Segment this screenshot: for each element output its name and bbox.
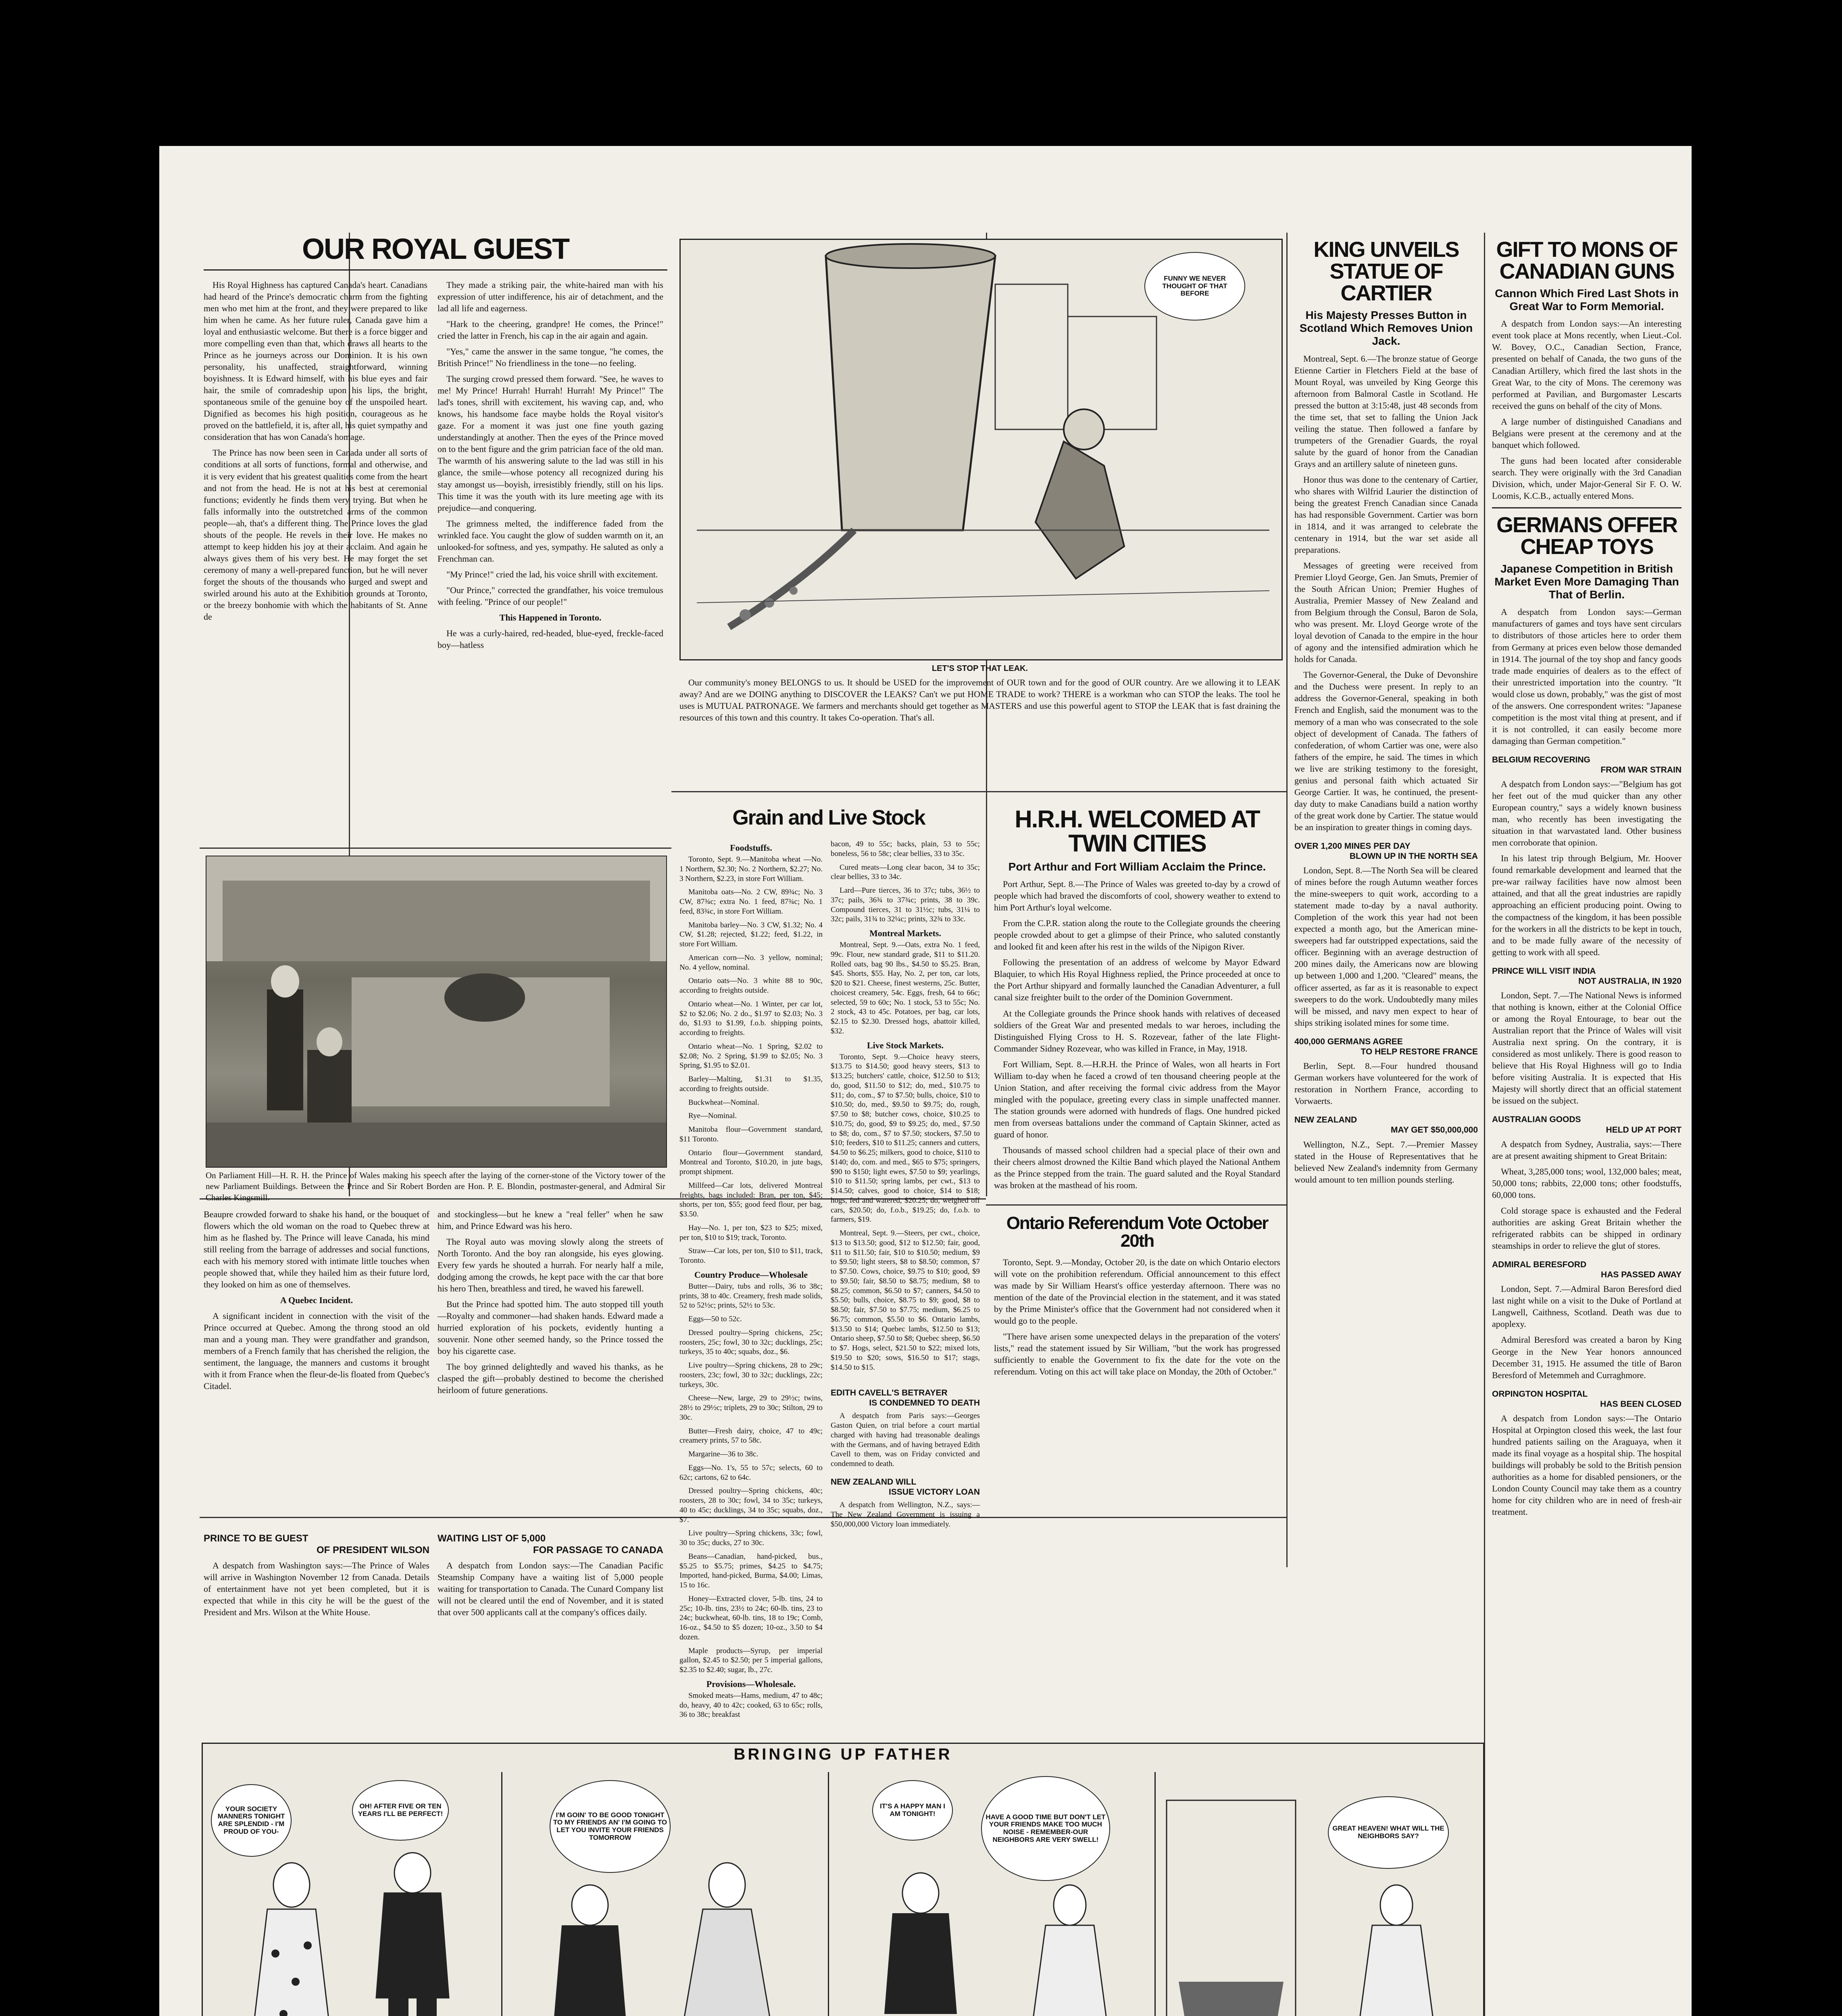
- market-entry: bacon, 49 to 55c; backs, plain, 53 to 55c; boneless, 56 to 58c; clear bellies, 33 to 35c.: [831, 840, 980, 858]
- comic-panel-2: [501, 1772, 829, 2016]
- paragraph: His Royal Highness has captured Canada's heart. Canadians had heard of the Prince's democratic charm from the fighting men who met him at the front, and they were prepared to like him when he came. As her future ruler, Canada gave him a loyal and enthusiastic welcome. But there is a force bigger and more compelling even than that, which draws all hearts to the Prince as he journeys across our Dominion. It is his own personality, his unaffected, straightforward, winning boyishness. It is Edward himself, with his blue eyes and fair hair, the smile of comradeship upon his lips, the bright, spontaneous smile of the genuine boy of the unspoiled heart. Dignified as becomes his high position, courageous as he proved on the battlefield, it is, after all, his quiet sympathy and consideration that has won Canada's homage.: [204, 280, 427, 442]
- belgium-headline: [1492, 755, 1682, 775]
- nz-loan-headline: [831, 1477, 980, 1497]
- market-entry: Millfeed—Car lots, delivered Montreal freights, bags included: Bran, per ton, $45; shorts, per ton, $55; good feed flour, per bag, $3.50.: [679, 1181, 823, 1218]
- paragraph: A despatch from Paris says:—Georges Gaston Quien, on trial before a court martial charged with having had treasonable dealings with the Germans, and of having betrayed Edith Cavell to them, was on Friday convicted and condemned to death.: [831, 1412, 980, 1468]
- column-rule: [1286, 233, 1288, 1567]
- paragraph: A despatch from London says:—An interesting event took place at Mons recently, when Lieut.-Col. W. Bovey, O.C., Canadian Section, France, presented on behalf of Canada, the two guns of the Canadian Artillery, which fired the last shots in the Great War, to the city of Mons. The ceremony was performed at Pavilian, and Burgomaster Lescarts received the guns on behalf of the city of Mons.: [1492, 319, 1682, 411]
- comic-strip: [202, 1743, 1484, 2016]
- market-entry: Toronto, Sept. 9.—Choice heavy steers, $13.75 to $14.50; good heavy steers, $13 to $13.25; butchers' cattle, choice, $12.50 to $13; do, good, $11.50 to $12; do, med., $10.75 to $11; do, com., $7 to $7.50; bulls, choice, $10 to $10.50; do, med., $9.50 to $9.75; do, rough, $7.50 to $8; butcher cows, choice, $10.25 to $10.75; do, good, $9 to $9.25; do, med., $7.50 to $8; do, com., $7 to $7.50; stockers, $7.50 to $10; feeders, $10 to $11.25; canners and cutters, $4.50 to $6.25; milkers, good to choice, $110 to $140; do, com. and med., $65 to $75; springers, $90 to $150; light ewes, $7.50 to $9; yearlings, $10 to $11.50; spring lambs, per cwt., $13 to $14.50; calves, good to choice, $14 to $18; hogs, fed and watered, $20.25; do, weighed off cars, $20.50; do, f.o.b., $19.25; do, f.o.b. to farmers, $19.: [831, 1052, 980, 1224]
- royal-guest-col-1: [204, 279, 427, 627]
- paragraph: Following the presentation of an address of welcome by Mayor Edward Blaquier, to which His Royal Highness replied, the Prince proceeded at once to the Port Arthur shipyard and formally launched the Canadian Adventurer, a full canal size freighter built to the order of the Dominion Government.: [994, 957, 1280, 1003]
- headline-line: BELGIUM RECOVERING: [1492, 755, 1590, 764]
- cartier-article: [1294, 239, 1478, 1189]
- cartoon-title: LET'S STOP THAT LEAK.: [931, 664, 1028, 673]
- paragraph: A despatch from London says:—The Ontario Hospital at Orpington closed this week, the last four hundred patients sailing on the Araguaya, when it made its final voyage as a hospital ship. The hospital buildings will probably be sold to the British pension authorities as a home for disabled pensioners, or the London County Council may take them as a country home for city children who are in need of fresh-air treatment.: [1492, 1413, 1682, 1517]
- paragraph: The boy grinned delightedly and waved his thanks, as he clasped the gift—probably destined to become the cherished heirloom of future generations.: [438, 1362, 663, 1395]
- comic-title: BRINGING UP FATHER: [733, 1745, 952, 1763]
- market-entry: Manitoba barley—No. 3 CW, $1.32; No. 4 CW, $1.28; rejected, $1.22; feed, $1.22, in store Fort William.: [679, 921, 823, 948]
- paragraph: Wheat, 3,285,000 tons; wool, 132,000 bales; meat, 50,000 tons; rabbits, 22,000 tons; other foodstuffs, 60,000 tons.: [1492, 1166, 1682, 1200]
- paragraph: A large number of distinguished Canadians and Belgians were present at the ceremony and at the banquet which followed.: [1492, 416, 1682, 450]
- comic-balloon: I'M GOIN' TO BE GOOD TONIGHT TO MY FRIENDS AN' I'M GOING TO LET YOU INVITE YOUR FRIENDS TOMORROW: [550, 1780, 671, 1873]
- subhead: A Quebec Incident.: [280, 1295, 353, 1306]
- headline-line: MAY GET $50,000,000: [1391, 1125, 1478, 1135]
- toys-subhead: Japanese Competition in British Market Even More Damaging Than That of Berlin.: [1494, 562, 1679, 601]
- comic-balloon: HAVE A GOOD TIME BUT DON'T LET YOUR FRIENDS MAKE TOO MUCH NOISE - REMEMBER-OUR NEIGHBORS ARE VERY SWELL!: [981, 1776, 1110, 1881]
- nz-indemnity-headline: [1294, 1115, 1478, 1135]
- paragraph: The Governor-General, the Duke of Devonshire and the Duchess were present. In reply to an address the Governor-General, speaking in both French and English, said the monument was to the memory of a man who was consecrated to the sole object of development of Canada. The fathers of confederation, of whom Cartier was one, were also fathers of the empire, he said. The times in which we live are striking testimony to the foresight, genius and personal faith which actuated Sir George Cartier. It was, he continued, the present-day duty to make Canadians build a nation worthy of the great work done by Cartier. The statue would be an inspiration to greater things in coming days.: [1294, 670, 1478, 832]
- paragraph: A despatch from Wellington, N.Z., says:—The New Zealand Government is issuing a $50,000,000 Victory loan immediately.: [831, 1501, 980, 1529]
- subhead: This Happened in Toronto.: [499, 612, 602, 623]
- headline-line: OF PRESIDENT WILSON: [316, 1544, 429, 1556]
- paragraph: He was a curly-haired, red-headed, blue-eyed, freckle-faced boy—hatless: [438, 628, 663, 650]
- headline-line: AUSTRALIAN GOODS: [1492, 1115, 1581, 1125]
- headline-line: ISSUE VICTORY LOAN: [889, 1487, 980, 1497]
- comic-panel-4: [1154, 1772, 1483, 2016]
- market-entry: Barley—Malting, $1.31 to $1.35, according to freights outside.: [679, 1075, 823, 1093]
- mines-headline: [1294, 841, 1478, 861]
- comic-figures: [501, 1772, 828, 2016]
- paragraph: "Hark to the cheering, grandpre! He comes, the Prince!" cried the latter in French, his cap in the air again and again.: [438, 319, 663, 341]
- headline-rule: [204, 269, 667, 271]
- paragraph: The grimness melted, the indifference faded from the wrinkled face. You caught the glow of sudden warmth on it, an unlooked-for softness, and yes, sympathy. He saluted as only a Frenchman can.: [438, 518, 663, 564]
- headline-line: IS CONDEMNED TO DEATH: [869, 1398, 980, 1408]
- mons-subhead: Cannon Which Fired Last Shots in Great War to Form Memorial.: [1495, 287, 1679, 313]
- market-entry: Dressed poultry—Spring chickens, 25c; roosters, 25c; fowl, 30 to 32c; ducklings, 25c; turkeys, 35 to 40c; squabs, doz., $6.: [679, 1328, 823, 1356]
- paragraph: Montreal, Sept. 6.—The bronze statue of George Etienne Cartier in Fletchers Field at the base of Mount Royal, was unveiled by King George this afternoon from Balmoral Castle in Scotland. He pressed the button at 3:15:48, just 48 seconds from the time set, that set to falling the Union Jack veiling the statue. Then followed a fanfare by trumpeters of the Grenadier Guards, the royal salute by the guard of honor from the Canadian Grays and an artillery salute of nineteen guns.: [1294, 353, 1478, 469]
- market-entry: Manitoba oats—No. 2 CW, 89¾c; No. 3 CW, 87¾c; extra No. 1 feed, 87¾c; No. 1 feed, 83¾c, in store Fort William.: [679, 888, 823, 916]
- market-entry: Montreal, Sept. 9.—Steers, per cwt., choice, $13 to $13.50; good, $12 to $12.50; fair, good, $11 to $11.50; fair, $10 to $10.50; medium, $9 to $9.50; light steers, $8 to $8.50; common, $7 to $7.50. Cows, choice, $9.75 to $10; good, $9 to $9.50; fair, $8.50 to $8.75; medium, $8 to $8.25; common, $6.50 to $7; canners, $4.50 to $5.50; bulls, choice, $8.75 to $9; good, $8 to $8.50; fair, $7.50 to $7.75; medium, $6.25 to $6.75; common, $5.50 to $6. Ontario lambs, $13.50 to $14; Quebec lambs, $12.50 to $13; Ontario sheep, $7.50 to $8; Quebec sheep, $6.50 to $7. Hogs, select, $21.50 to $22; mixed lots, $19.50 to $20; sows, $16.50 to $17; stags, $14.50 to $15.: [831, 1229, 980, 1372]
- headline-line: OVER 1,200 MINES PER DAY: [1294, 841, 1411, 851]
- paragraph: The Royal auto was moving slowly along the streets of North Toronto. And the boy ran alongside, his eyes glowing. Every few yards he shouted a hurrah. For nearly half a mile, dodging among the crowds, he kept pace with the car that bore his hero Then, breathless and tired, he waved his farewell.: [438, 1237, 663, 1294]
- grain-subhead: Live Stock Markets.: [867, 1040, 944, 1050]
- grain-subhead: Country Produce—Wholesale: [694, 1269, 808, 1280]
- market-entry: Cured meats—Long clear bacon, 34 to 35c; clear bellies, 33 to 34c.: [831, 863, 980, 881]
- paragraph: "There have arisen some unexpected delays in the preparation of the voters' lists," read the statement issued by Sir William, "but the work has progressed sufficiently to enable the Government to fix the date for the vote on the referendum. Voting on this act will take place on Monday, the 20th of October.": [994, 1331, 1280, 1377]
- section-rule: [986, 1204, 1286, 1206]
- paragraph: "Our Prince," corrected the grandfather, his voice tremulous with feeling. "Prince of our people!": [438, 585, 663, 607]
- comic-figures: [1154, 1772, 1483, 2016]
- comic-balloon: IT'S A HAPPY MAN I AM TONIGHT!: [872, 1780, 953, 1841]
- quebec-col-1: [204, 1208, 429, 1396]
- wilson-headline: [204, 1533, 429, 1556]
- india-headline: [1492, 966, 1682, 986]
- market-entry: Ontario flour—Government standard, Montreal and Toronto, $10.20, in jute bags, prompt shipment.: [679, 1148, 823, 1176]
- comic-balloon: GREAT HEAVEN! WHAT WILL THE NEIGHBORS SAY?: [1328, 1796, 1449, 1869]
- market-entry: Ontario wheat—No. 1 Spring, $2.02 to $2.08; No. 2 Spring, $1.99 to $2.05; No. 3 Spring, $1.95 to $2.01.: [679, 1042, 823, 1070]
- paragraph: In his latest trip through Belgium, Mr. Hoover found remarkable development and learned that the pre-war railway facilities have now almost been attained, and that all the great industries are rapidly approaching an efficient producing point. Owing to the compactness of the kingdom, it has been possible for the workers in all the districts to be kept in touch, and to be made fully aware of the necessity of getting to work with all speed.: [1492, 853, 1682, 957]
- cartoon-balloon: FUNNY WE NEVER THOUGHT OF THAT BEFORE: [1144, 252, 1245, 321]
- mons-headline: GIFT TO MONS OF CANADIAN GUNS: [1496, 237, 1677, 283]
- paragraph: Honor thus was done to the centenary of Cartier, who shares with Wilfrid Laurier the distinction of being the greatest French Canadian since Canada has had responsible Government. Cartier was born in 1814, and it was arranged to celebrate the centenary in 1914, but the war set aside all preparations.: [1294, 474, 1478, 555]
- market-entry: Hay—No. 1, per ton, $23 to $25; mixed, per ton, $10 to $19; track, Toronto.: [679, 1223, 823, 1242]
- paragraph: A despatch from Sydney, Australia, says:—There are at present awaiting shipment to Great Britain:: [1492, 1139, 1682, 1161]
- headline-line: WAITING LIST OF 5,000: [438, 1533, 546, 1544]
- grain-subhead: Provisions—Wholesale.: [706, 1679, 796, 1689]
- headline-line: HELD UP AT PORT: [1606, 1125, 1682, 1135]
- headline-line: ORPINGTON HOSPITAL: [1492, 1389, 1588, 1399]
- headline-line: ADMIRAL BERESFORD: [1492, 1260, 1587, 1269]
- market-entry: Straw—Car lots, per ton, $10 to $11, track, Toronto.: [679, 1247, 823, 1265]
- comic-balloon: OH! AFTER FIVE OR TEN YEARS I'LL BE PERFECT!: [352, 1780, 449, 1841]
- twin-cities-headline: H.R.H. WELCOMED AT TWIN CITIES: [1015, 806, 1260, 857]
- paragraph: Fort William, Sept. 8.—H.R.H. the Prince of Wales, won all hearts in Fort William to-day when he faced a crowd of ten thousand cheering people at the Union Station, and after receiving the formal civic address from the Mayor mingled with the populace, greeting every class in simple unaffected manner. The station grounds were adorned with hundreds of flags. One hundred picked men from overseas battalions under the command of Captain Skinner, acted as guard of honor.: [994, 1059, 1280, 1139]
- grain-headline: Grain and Live Stock: [732, 806, 925, 829]
- headline-line: HAS PASSED AWAY: [1601, 1270, 1682, 1280]
- headline-line: BLOWN UP IN THE NORTH SEA: [1349, 852, 1478, 861]
- paragraph: Port Arthur, Sept. 8.—The Prince of Wales was greeted to-day by a crowd of people which had braved the discomforts of cool, showery weather to extend to him Port Arthur's loyal welcome.: [994, 879, 1280, 913]
- waiting-list-headline: [438, 1533, 663, 1556]
- cartoon-text: Our community's money BELONGS to us. It should be USED for the improvement of OUR town and for the good of OUR country. Are we allowing it to LEAK away? And are we DOING anything to DISCOVER the LEAKS? Can't we put HOME TRADE to work? THERE is a workman who can STOP the leaks. The tool he uses is MUTUAL PATRONAGE. We farmers and merchants should get together as MASTERS and use this powerful agent to STOP the LEAK that is fast draining the resources of this town and this country. It takes Co-operation. That's all.: [679, 677, 1280, 723]
- orpington-headline: [1492, 1389, 1682, 1409]
- headline-line: TO HELP RESTORE FRANCE: [1361, 1047, 1478, 1056]
- headline-line: FROM WAR STRAIN: [1600, 765, 1682, 775]
- referendum-article: [994, 1214, 1280, 1381]
- paragraph: A despatch from London says:—The Canadian Pacific Steamship Company have a waiting list of 5,000 people waiting for transportation to Canada. The Cunard Company list will not be cleared until the end of November, and it is stated that over 500 applicants call at the company's offices daily.: [438, 1560, 663, 1617]
- market-entry: Smoked meats—Hams, medium, 47 to 48c; do, heavy, 40 to 42c; cooked, 63 to 65c; rolls, 36 to 38c; breakfast: [679, 1691, 823, 1719]
- paragraph: A despatch from London says:—"Belgium has got her feet out of the mud quicker than any other European country," says a widely known business man, who recently has been investigating the situation in that warvastated land. Other business men corroborate that opinion.: [1492, 779, 1682, 848]
- photo-caption: On Parliament Hill—H. R. H. the Prince of Wales making his speech after the laying of the corner-stone of the Victory tower of the new Parliament Buildings. Between the Prince and Sir Robert Borden are Hon. P. E. Blondin, postmaster-general, and Admiral Sir Charles Kingsmill.: [206, 1170, 665, 1202]
- royal-guest-article: [204, 235, 667, 276]
- grain-subhead: Foodstuffs.: [730, 843, 772, 853]
- headline-line: PRINCE WILL VISIT INDIA: [1492, 966, 1596, 976]
- paragraph: A despatch from Washington says:—The Prince of Wales will arrive in Washington November 12 from Canada. Details of entertainment have not yet been completed, but it is expected that while in this city he will be the guest of the President and Mrs. Wilson at the White House.: [204, 1560, 429, 1617]
- market-entry: Manitoba flour—Government standard, $11 Toronto.: [679, 1125, 823, 1143]
- leak-cartoon-caption: [679, 664, 1280, 727]
- paragraph: At the Collegiate grounds the Prince shook hands with relatives of deceased soldiers of the Great War and presented medals to war heroes, including the Distinguished Flying Cross to H. S. Rozevear, father of the late Flight-Commander Sidney Rozevear, who was killed in France, in May, 1918.: [994, 1008, 1280, 1054]
- market-entry: Margarine—36 to 38c.: [688, 1450, 758, 1458]
- quebec-col-2: [438, 1208, 663, 1400]
- grain-col-1: [679, 839, 823, 1724]
- headline-line: NOT AUSTRALIA, IN 1920: [1578, 976, 1682, 986]
- grain-col-2: [831, 839, 980, 1376]
- market-entry: Live poultry—Spring chickens, 28 to 29c; roosters, 23c; fowl, 30 to 32c; ducklings, 22c; turkeys, 30c.: [679, 1361, 823, 1389]
- paragraph: Messages of greeting were received from Premier Lloyd George, Gen. Jan Smuts, Premier of the South African Union; Premier Hughes of Australia, Premier Massey of New Zealand and from Belgium through the Consul, Baron de Sola, who was present. Mr. Lloyd George wrote of the loyal devotion of Canada to the empire in the hour of agony and the intensified admiration which he holds for Canada.: [1294, 560, 1478, 664]
- market-entry: Butter—Fresh dairy, choice, 47 to 49c; creamery prints, 57 to 58c.: [679, 1427, 823, 1445]
- market-entry: Eggs—50 to 52c.: [688, 1315, 742, 1323]
- paragraph: Toronto, Sept. 9.—Monday, October 20, is the date on which Ontario electors will vote on the prohibition referendum. Official announcement to this effect was made by Sir William Hearst's office yesterday afternoon. There was no mention of the date of the Provincial election in the statement, and it was stated by the Prime Minister's office that the Government had not considered when it would go to the people.: [994, 1257, 1280, 1326]
- paragraph: London, Sept. 8.—The North Sea will be cleared of mines before the rough Autumn weather forces the mine-sweepers to quit work, according to a statement made to-day by a naval authority. Completion of the work this year had not been expected a month ago, but the American mine-sweepers had far outstripped expectations, said the officer. Beginning with an average destruction of 200 mines daily, the Americans now are blowing up between 1,000 and 1,200. "Cleared" means, the officer asserted, as far as it is reasonable to expect sweepers to do the work. Undoubtedly many miles will be missed, and navy men expect to hear of ships striking isolated mines for some time.: [1294, 865, 1478, 1028]
- paragraph: But the Prince had spotted him. The auto stopped till youth—Royalty and commoner—had shaken hands. Edward made a hurried exploration of his pockets, evidently hunting a souvenir. None other seemed handy, so the Prince tossed the boy his cigarette case.: [438, 1299, 663, 1356]
- paragraph: and stockingless—but he knew a "real feller" when he saw him, and Prince Edward was his hero.: [438, 1209, 663, 1231]
- grain-article: [679, 807, 978, 834]
- market-entry: Rye—Nominal.: [688, 1112, 737, 1120]
- paragraph: Admiral Beresford was created a baron by King George in the New Year honors announced December 31, 1915. He assumed the title of Baron Beresford of Metemmeh and Curraghmore.: [1492, 1335, 1682, 1380]
- paragraph: Beaupre crowded forward to shake his hand, or the bouquet of flowers which the old woman on the road to Quebec threw at him as he flashed by. The Prince will leave Canada, his mind still reeling from the barrage of addresses and social functions, each with his memory stored with intimate little touches when people showed that, while they hailed him as their future lord, they looked on him as one of themselves.: [204, 1209, 429, 1290]
- paragraph: The surging crowd pressed them forward. "See, he waves to me! My Prince! Hurrah! Hurrah! Hurrah! My Prince!" The lad's tones, shrill with excitement, his waving cap, and, who knows, his handsome face maybe holds the Royal visitor's gaze. For a moment it was just one fine youth gazing understandingly at another. Then the eyes of the Prince moved on to the bent figure and the grim patrician face of the old man. The warmth of his answering salute to the lad was still in his glance, the smile—whose potency all recognized during his stay amongst us—boyish, irresistibly friendly, still on his lips. This time it was the youth with its lure meeting age with its prejudice—and conquering.: [438, 374, 663, 513]
- market-entry: Toronto, Sept. 9.—Manitoba wheat —No. 1 Northern, $2.30; No. 2 Northern, $2.27; No. 3 Northern, $2.23, in store Fort William.: [679, 855, 823, 883]
- mons-article: [1492, 239, 1682, 1522]
- paragraph: London, Sept. 7.—Admiral Baron Beresford died last night while on a visit to the Duke of Portland at Langwell, Caithness, Scotland. Death was due to apoplexy.: [1492, 1284, 1682, 1329]
- headline-line: EDITH CAVELL'S BETRAYER: [831, 1388, 948, 1397]
- market-entry: Ontario wheat—No. 1 Winter, per car lot, $2 to $2.06; No. 2 do., $1.97 to $2.03; No. 3 do, $1.93 to $1.99, f.o.b. shipping points, according to freights.: [679, 1000, 823, 1037]
- market-entry: Lard—Pure tierces, 36 to 37c; tubs, 36½ to 37c; pails, 36¾ to 37¾c; prints, 38 to 39c. Compound tierces, 31 to 31½c; tubs, 31¼ to 32c; pails, 31¾ to 32¼c; prints, 32¾ to 33c.: [831, 886, 980, 924]
- market-entry: Eggs—No. 1's, 55 to 57c; selects, 60 to 62c; cartons, 62 to 64c.: [679, 1463, 823, 1482]
- paragraph: "My Prince!" cried the lad, his voice shrill with excitement.: [446, 569, 658, 579]
- headline-line: HAS BEEN CLOSED: [1600, 1399, 1682, 1409]
- cartier-headline: KING UNVEILS STATUE OF CARTIER: [1313, 237, 1459, 305]
- market-entry: Cheese—New, large, 29 to 29½c; twins, 28½ to 29½c; triplets, 29 to 30c; Stilton, 29 to 30c.: [679, 1394, 823, 1422]
- germans-france-headline: [1294, 1037, 1478, 1057]
- headline-line: FOR PASSAGE TO CANADA: [533, 1544, 663, 1556]
- paragraph: The guns had been located after considerable search. They were originally with the 3rd Canadian Division, which, under Major-General Sir F. O. W. Loomis, K.C.B., actually entered Mons.: [1492, 455, 1682, 501]
- royal-guest-col-2: [438, 279, 663, 655]
- newspaper-page: [159, 146, 1692, 2016]
- headline-line: NEW ZEALAND WILL: [831, 1477, 917, 1487]
- market-entry: Buckwheat—Nominal.: [688, 1098, 759, 1107]
- comic-panel-1: [203, 1772, 502, 2016]
- paragraph: "Yes," came the answer in the same tongue, "he comes, the British Prince!" No friendliness in the tone—no feeling.: [438, 346, 663, 369]
- market-entry: Beans—Canadian, hand-picked, bus., $5.25 to $5.75; primes, $4.25 to $4.75; Imported, hand-picked, Burma, $4.00; Limas, 15 to 16c.: [679, 1552, 823, 1589]
- market-entry: Honey—Extracted clover, 5-lb. tins, 24 to 25c; 10-lb. tins, 23½ to 24c; 60-lb. tins, 23 to 24c; buckwheat, 60-lb. tins, 18 to 19c; Comb, 16-oz., $4.50 to $5 dozen; 10-oz., 3.50 to $4 dozen.: [679, 1594, 823, 1641]
- parliament-hill-photo: [206, 856, 667, 1168]
- paragraph: The Prince has now been seen in Canada under all sorts of conditions at all sorts of functions, formal and otherwise, and it is very evident that his greatest qualities come from the heart and not from the head. He is not at his best at ceremonial functions; evidently he finds them very trying. But when he falls informally into the outstretched arms of the common people—ah, that's a different thing. The Prince loves the glad shouts of the people. He revels in their love. He makes no attempt to keep hidden his joy at their acclaim. And again he always gives them of his very best. He may forget the set ceremony of many a well-prepared function, but he will never forget the shouts of the thousands who surged and swept and swirled around his auto at the Exhibition grounds at Toronto, or the breezy bonhomie with which the habitants of St. Anne de: [204, 448, 427, 622]
- toys-headline: GERMANS OFFER CHEAP TOYS: [1496, 512, 1677, 559]
- market-entry: Live poultry—Spring chickens, 33c; fowl, 30 to 35c; ducks, 27 to 30c.: [679, 1529, 823, 1547]
- paragraph: A despatch from London says:—German manufacturers of games and toys have sent circulars to distributors of those articles here to order them from Germany at prices even below those demanded in 1914. The journal of the toy shop and fancy goods trade made enquiries of dealers as to the effect of their unrestricted importation into the country. "It would close us down, probably," was the gist of most of the answers. One correspondent writes: "Japanese competition is the most vital thing at present, and if it is not controlled, it can easily become more damaging than German competition.": [1492, 607, 1682, 746]
- beresford-headline: [1492, 1260, 1682, 1280]
- paragraph: They made a striking pair, the white-haired man with his expression of utter indifference, his air of detachment, and the lad all life and eagerness.: [438, 280, 663, 314]
- market-entry: Butter—Dairy, tubs and rolls, 36 to 38c; prints, 38 to 40c. Creamery, fresh made solids, 52 to 52½c; prints, 52½ to 53c.: [679, 1282, 823, 1310]
- headline-line: NEW ZEALAND: [1294, 1115, 1357, 1125]
- section-rule: [671, 791, 1286, 792]
- paragraph: Cold storage space is exhausted and the Federal authorities are asking Great Britain whether the refrigerated rabbits can be shipped in ordinary steamships in order to relieve the glut of stores.: [1492, 1205, 1682, 1251]
- divider: [1492, 507, 1682, 508]
- photo-rule: [200, 848, 671, 849]
- headline-line: PRINCE TO BE GUEST: [204, 1533, 308, 1544]
- paragraph: Thousands of massed school children had a special place of their own and their cheers almost drowned the Kiltie Band which played the National Anthem as the Prince stepped from the train. The guard saluted and the Royal Standard was broken at the masthead of his room.: [994, 1145, 1280, 1190]
- referendum-headline: Ontario Referendum Vote October 20th: [1006, 1213, 1268, 1251]
- cavell-headline: [831, 1388, 980, 1408]
- market-entry: American corn—No. 3 yellow, nominal; No. 4 yellow, nominal.: [679, 953, 823, 972]
- paragraph: Berlin, Sept. 8.—Four hundred thousand German workers have volunteered for the work of restoration in Northern France, according to Vorwaerts.: [1294, 1061, 1478, 1106]
- market-entry: Montreal, Sept. 9.—Oats, extra No. 1 feed, 99c. Flour, new standard grade, $11 to $11.20. Rolled oats, bag 90 lbs., $4.50 to $5.25. Bran, $45. Shorts, $55. Hay, No. 2, per ton, car lots, $20 to $21. Cheese, finest westerns, 25c. Butter, choicest creamery, 54c. Eggs, fresh, 64 to 66c; selected, 59 to 60c; No. 1 stock, 53 to 55c; No. 2 stock, 43 to 45c. Potatoes, per bag, car lots, $2.15 to $2.30. Dressed hogs, abattoir killed, $32.: [831, 941, 980, 1035]
- grain-subhead: Montreal Markets.: [869, 928, 941, 938]
- cartier-subhead: His Majesty Presses Button in Scotland Which Removes Union Jack.: [1299, 309, 1473, 348]
- headline-line: 400,000 GERMANS AGREE: [1294, 1037, 1403, 1046]
- paragraph: From the C.P.R. station along the route to the Collegiate grounds the cheering people crowded about to get a glimpse of their Prince, who saluted constantly and looked fit and keen after his rest in the wilds of the Nipigon River.: [994, 918, 1280, 952]
- wilson-article: [204, 1525, 429, 1622]
- comic-balloon: YOUR SOCIETY MANNERS TONIGHT ARE SPLENDID - I'M PROUD OF YOU-: [211, 1784, 292, 1857]
- waiting-list-article: [438, 1525, 663, 1622]
- cavell-article: [831, 1380, 980, 1533]
- twin-cities-subhead: Port Arthur and Fort William Acclaim the Prince.: [1008, 860, 1266, 873]
- paragraph: Wellington, N.Z., Sept. 7.—Premier Massey stated in the House of Representatives that he believed New Zealand's indemnity from Germany would amount to ten million pounds sterling.: [1294, 1139, 1478, 1185]
- market-entry: Dressed poultry—Spring chickens, 40c; roosters, 28 to 30c; fowl, 34 to 35c; turkeys, 40 to 45c; ducklings, 34 to 35c; squabs, doz., $7.: [679, 1487, 823, 1524]
- paragraph: London, Sept. 7.—The National News is informed that nothing is known, either at the Colonial Office or among the Royal Entourage, to bear out the Australian report that the Prince of Wales will visit Australia next spring. On the contrary, it is considered as most unlikely. There is good reason to believe that His Royal Highness will go to India before visiting Australia. It is expected that His Majesty will shortly direct that an official statement be issued on the subject.: [1492, 990, 1682, 1106]
- photo-illustration: [206, 856, 666, 1167]
- market-entry: Ontario oats—No. 3 white 88 to 90c, according to freights outside.: [679, 977, 823, 995]
- comic-panel-3: [828, 1772, 1156, 2016]
- twin-cities-article: [994, 807, 1280, 1195]
- royal-guest-headline: OUR ROYAL GUEST: [302, 233, 569, 265]
- paragraph: A significant incident in connection with the visit of the Prince occurred at Quebec. Among the throng stood an old man and a young man. They were grandfather and grandson, members of a French family that has cherished the religion, the sentiment, the language, the manners and customs it brought with it from France when the fleur-de-lis floated from Quebec's Citadel.: [204, 1311, 429, 1391]
- market-entry: Maple products—Syrup, per imperial gallon, $2.45 to $2.50; per 5 imperial gallons, $2.35 to $2.40; sugar, lb., 27c.: [679, 1646, 823, 1674]
- australian-goods-headline: [1492, 1114, 1682, 1135]
- comic-figures: [828, 1772, 1154, 2016]
- leak-cartoon: [679, 239, 1283, 660]
- comic-figures: [203, 1772, 501, 2016]
